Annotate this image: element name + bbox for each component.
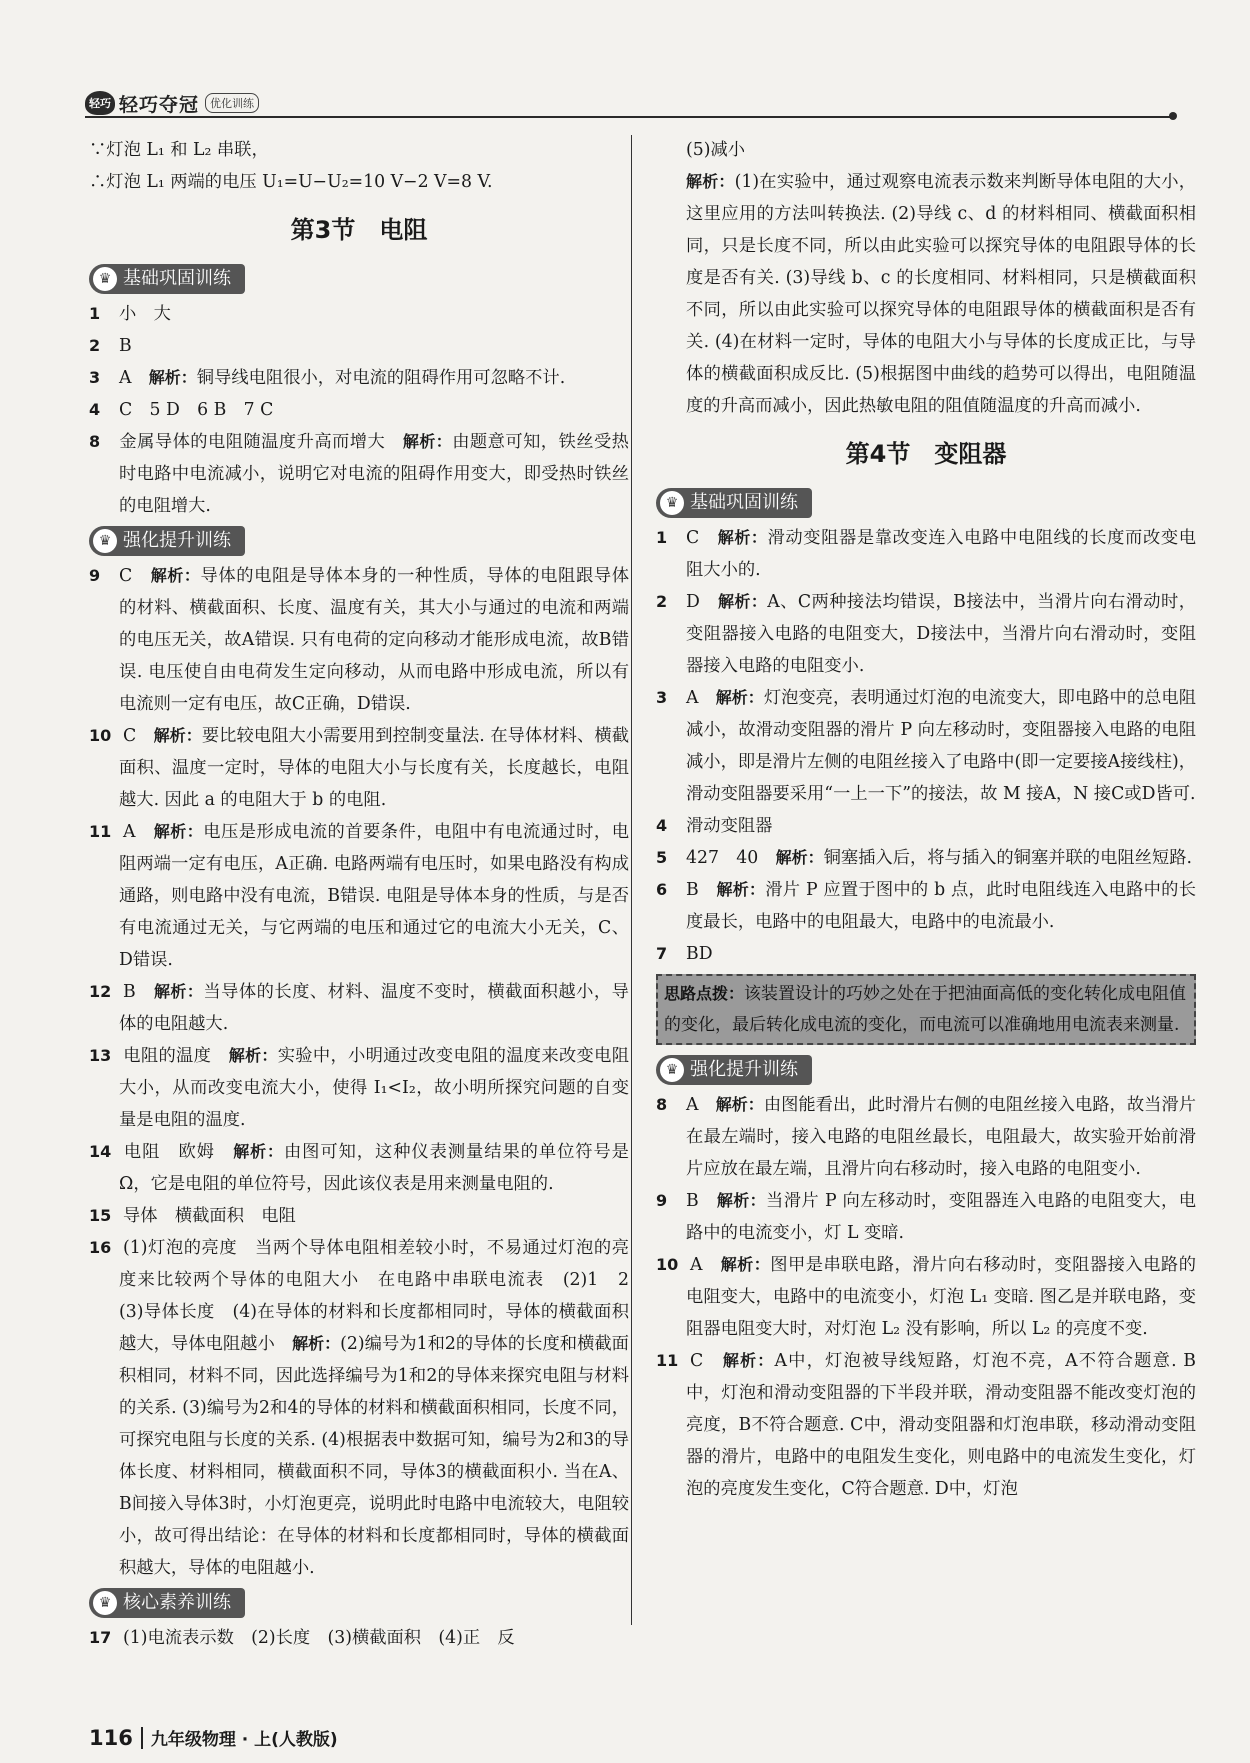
analysis-text: A中，灯泡被导线短路，灯泡不亮，A不符合题意. B中，灯泡和滑动变阻器的下半段并联，滑动变阻器不能改变灯泡的亮度，B不符合题意. C中，滑动变阻器和灯泡串联，移动滑动变阻器的滑片，电路中的电阻发生变化，则电路中的电流发生变化，灯泡的亮度发生变化，C符合题意. D中，灯泡 — [686, 1351, 1196, 1499]
answer-17 — [89, 1622, 629, 1654]
tip-text: 该装置设计的巧妙之处在于把油面高低的变化转化成电阻值的变化，最后转化成电流的变化，而电流可以准确地用电流表来测量. — [664, 984, 1187, 1035]
analysis-text: 当滑片 P 向左移动时，变阻器连入电路的电阻变大，电路中的电流变小，灯 L 变暗. — [686, 1191, 1196, 1243]
answer-17-analysis — [656, 166, 1196, 422]
answer-number: 15 — [89, 1206, 112, 1225]
answer-choice: 电阻 欧姆 — [123, 1142, 215, 1162]
logo-subtitle: 优化训练 — [205, 93, 259, 113]
analysis-label: 解析： — [722, 1351, 775, 1370]
analysis-label: 解析： — [153, 726, 202, 745]
answer-17-part-5: (5)减小 — [686, 140, 746, 160]
logo-title: 轻巧夺冠 — [119, 93, 200, 116]
answer-number: 2 — [89, 336, 101, 355]
analysis-text: 图甲是串联电路，滑片向右移动时，变阻器接入电路的电阻变大，电路中的电流变小，灯泡 L₁ 变暗. 图乙是并联电路，变阻器电阻变大时，对灯泡 L₂ 没有影响，所以 L₂ 的亮度不变. — [686, 1255, 1196, 1339]
footer — [89, 1725, 338, 1750]
tip-label: 思路点拨： — [664, 984, 745, 1003]
answer-number: 4 — [656, 816, 668, 835]
analysis-text: 当导体的长度、材料、温度不变时，横截面积越小，导体的电阻越大. — [119, 982, 629, 1034]
answer-choice: D — [686, 592, 700, 612]
answer-choice: B — [686, 1191, 699, 1211]
book-title: 九年级物理 · 上(人教版) — [150, 1730, 338, 1750]
right-column — [656, 134, 1196, 1505]
answer-4 — [89, 394, 629, 426]
answer-choice: A — [686, 688, 699, 708]
answer-text: B — [119, 336, 132, 356]
answer-choice: B — [123, 982, 136, 1002]
page-number: 116 — [89, 1726, 133, 1750]
footer-divider — [141, 1727, 143, 1749]
answer-15 — [89, 1200, 629, 1232]
answer-number: 1 — [656, 528, 668, 547]
answer-13 — [89, 1040, 629, 1136]
answer-number: 11 — [656, 1351, 679, 1370]
analysis-label: 解析： — [716, 880, 766, 899]
answer-3 — [89, 362, 629, 394]
answer-9 — [656, 1185, 1196, 1249]
answer-4 — [656, 810, 1196, 842]
intro-line-1: ∵灯泡 L₁ 和 L₂ 串联， — [89, 140, 269, 160]
answer-choice: (1)灯泡的亮度 当两个导体电阻相差较小时，不易通过灯泡的亮度来比较两个导体的电阻大小 在电路中串联电流表 (2)1 2 (3)导体长度 (4)在导体的材料和长度都相同时，导体的横截面积越大，导体电阻越小 — [119, 1238, 647, 1354]
analysis-label: 解析： — [715, 1095, 764, 1114]
analysis-text: 灯泡变亮，表明通过灯泡的电流变大，即电路中的总电阻减小，故滑动变阻器的滑片 P 向左移动时，变阻器接入电路的电阻减小，即是滑片左侧的电阻丝接入了电路中(即一定要接A接线柱)，滑动变阻器要采用“一上一下”的接法，故 M 接A，N 接C或D皆可. — [686, 688, 1196, 804]
answer-2 — [656, 586, 1196, 682]
answer-choice: A — [123, 822, 136, 842]
analysis-label: 解析： — [228, 1046, 278, 1065]
answer-12 — [89, 976, 629, 1040]
analysis-label: 解析： — [153, 822, 204, 841]
intro-line-2: ∴灯泡 L₁ 两端的电压 U₁=U−U₂=10 V−2 V=8 V. — [89, 172, 493, 192]
analysis-text: A、C两种接法均错误，B接法中，当滑片向右滑动时，变阻器接入电路的电阻变大，D接法中，当滑片向右滑动时，变阻器接入电路的电阻变小. — [686, 592, 1196, 676]
analysis-label: 解析： — [153, 982, 204, 1001]
crown-icon: ♛ — [93, 529, 117, 553]
answer-6 — [656, 874, 1196, 938]
section-title-3: 第3节 电阻 — [290, 216, 428, 244]
analysis-label: 解析： — [718, 592, 768, 611]
column-divider — [631, 135, 632, 1625]
answer-3 — [656, 682, 1196, 810]
left-column — [89, 134, 647, 1654]
answer-choice: A — [686, 1095, 699, 1115]
answer-text: 导体 横截面积 电阻 — [123, 1206, 296, 1226]
analysis-label: 解析： — [150, 566, 201, 585]
answer-text: 小 大 — [119, 304, 171, 324]
analysis-label: 解析： — [148, 368, 197, 387]
analysis-text: 铜导线电阻很小，对电流的阻碍作用可忽略不计. — [196, 368, 566, 388]
answer-number: 9 — [89, 566, 101, 585]
answer-number: 1 — [89, 304, 101, 323]
analysis-text: (1)在实验中，通过观察电流表示数来判断导体电阻的大小，这里应用的方法叫转换法. (2)导线 c、d 的材料相同、横截面积相同，只是长度不同，所以由此实验可以探究导体的电阻跟导体的长度是否有关. (3)导线 b、c 的长度相同、材料相同，只是横截面积不同，所以由此实验可以探究导体的电阻跟导体的横截面积是否有关. (4)在材料一定时，导体的电阻大小与导体的长度成正比，与导体的横截面积成反比. (5)根据图中曲线的趋势可以得出，电阻随温度的升高而减小，因此热敏电阻的阻值随温度的升高而减小. — [686, 172, 1196, 416]
answer-number: 10 — [89, 726, 112, 745]
answer-choice: 电阻的温度 — [123, 1046, 212, 1066]
header-rule — [85, 116, 1173, 118]
logo-mark-icon: 轻巧 — [85, 91, 115, 115]
answer-text: (1)电流表示数 (2)长度 (3)横截面积 (4)正 反 — [123, 1628, 515, 1648]
answer-9 — [89, 560, 629, 720]
analysis-text: 要比较电阻大小需要用到控制变量法. 在导体材料、横截面积、温度一定时，导体的电阻大小与长度有关，长度越长，电阻越大. 因此 a 的电阻大于 b 的电阻. — [119, 726, 629, 810]
answer-number: 14 — [89, 1142, 112, 1161]
answer-10 — [89, 720, 629, 816]
answer-number: 3 — [89, 368, 101, 387]
analysis-label: 解析： — [715, 688, 764, 707]
answer-number: 16 — [89, 1238, 112, 1257]
answer-choice: C — [119, 566, 133, 586]
crown-icon: ♛ — [93, 267, 117, 291]
answer-11 — [656, 1345, 1196, 1505]
analysis-text: 铜塞插入后，将与插入的铜塞并联的电阻丝短路. — [823, 848, 1192, 868]
analysis-text: 电压是形成电流的首要条件，电阻中有电流通过时，电阻两端一定有电压，A正确. 电路两端有电压时，如果电路没有构成通路，则电路中没有电流，B错误. 电阻是导体本身的性质，与是否有电流通过无关，与它两端的电压和通过它的电流大小无关，C、D错误. — [119, 822, 629, 970]
answer-text: 滑动变阻器 — [686, 816, 773, 836]
analysis-label: 解析： — [686, 172, 735, 191]
analysis-label: 解析： — [233, 1142, 284, 1161]
answer-8 — [656, 1089, 1196, 1185]
answer-number: 17 — [89, 1628, 112, 1647]
analysis-text: 实验中，小明通过改变电阻的温度来改变电阻大小，从而改变电流大小，使得 I₁<I₂，故小明所探究问题的自变量是电阻的温度. — [119, 1046, 629, 1130]
answer-number: 12 — [89, 982, 112, 1001]
answer-number: 10 — [656, 1255, 679, 1274]
logo — [85, 88, 259, 118]
header — [85, 86, 1175, 126]
answer-8 — [89, 426, 629, 522]
crown-icon: ♛ — [660, 491, 684, 515]
analysis-label: 解析： — [717, 528, 768, 547]
analysis-text: 由图可知，这种仪表测量结果的单位符号是Ω，它是电阻的单位符号，因此该仪表是用来测量电阻的. — [119, 1142, 629, 1194]
answer-number: 4 — [89, 400, 101, 419]
answer-choice: C — [686, 528, 700, 548]
crown-icon: ♛ — [93, 1591, 117, 1615]
answer-1 — [89, 298, 629, 330]
banner-label: 强化提升训练 — [690, 1059, 798, 1080]
analysis-label: 解析： — [720, 1255, 771, 1274]
answer-10 — [656, 1249, 1196, 1345]
answer-14 — [89, 1136, 629, 1200]
answer-number: 11 — [89, 822, 112, 841]
answer-number: 13 — [89, 1046, 112, 1065]
answer-number: 8 — [89, 432, 101, 451]
banner-basic — [89, 264, 245, 294]
answer-choice: 427 40 — [686, 848, 759, 868]
analysis-text: 由图能看出，此时滑片右侧的电阻丝接入电路，故当滑片在最左端时，接入电路的电阻丝最长，电阻最大，故实验开始前滑片应放在最左端，且滑片向右移动时，接入电路的电阻变小. — [686, 1095, 1196, 1179]
banner-strong — [656, 1055, 812, 1085]
answer-1 — [656, 522, 1196, 586]
answer-7 — [656, 938, 1196, 970]
analysis-text: 滑动变阻器是靠改变连入电路中电阻线的长度而改变电阻大小的. — [686, 528, 1196, 580]
crown-icon: ♛ — [660, 1058, 684, 1082]
tip-box — [656, 974, 1196, 1045]
analysis-text: 导体的电阻是导体本身的一种性质，导体的电阻跟导体的材料、横截面积、长度、温度有关，其大小与通过的电流和两端的电压无关，故A错误. 只有电荷的定向移动才能形成电流，故B错误. 电压使自由电荷发生定向移动，从而电路中形成电流，所以有电流则一定有电压，故C正确，D错误. — [119, 566, 629, 714]
answer-choice: B — [686, 880, 699, 900]
answer-text: C 5 D 6 B 7 C — [119, 400, 274, 420]
answer-16 — [89, 1232, 647, 1584]
answer-number: 8 — [656, 1095, 668, 1114]
section-title-4: 第4节 变阻器 — [845, 440, 1007, 468]
answer-number: 9 — [656, 1191, 668, 1210]
analysis-label: 解析： — [292, 1334, 341, 1353]
banner-label: 核心素养训练 — [123, 1592, 231, 1613]
answer-choice: C — [123, 726, 137, 746]
banner-label: 强化提升训练 — [123, 530, 231, 551]
answer-number: 3 — [656, 688, 668, 707]
analysis-label: 解析： — [402, 432, 453, 451]
analysis-text: (2)编号为1和2的导体的长度和横截面积相同，材料不同，因此选择编号为1和2的导体来探究电阻与材料的关系. (3)编号为2和4的导体的材料和横截面积相同，长度不同，可探究电阻与长度的关系. (4)根据表中数据可知，编号为2和3的导体长度、材料相同，横截面积不同，导体3的横截面积小. 当在A、B间接入导体3时，小灯泡更亮，说明此时电路中电流较大，电阻较小，故可得出结论：在导体的材料和长度都相同时，导体的横截面积越大，导体的电阻越小. — [119, 1334, 629, 1578]
answer-number: 7 — [656, 944, 668, 963]
analysis-label: 解析： — [775, 848, 824, 867]
answer-choice: 金属导体的电阻随温度升高而增大 — [119, 432, 386, 452]
answer-11 — [89, 816, 629, 976]
analysis-text: 滑片 P 应置于图中的 b 点，此时电阻线连入电路中的长度最长，电路中的电阻最大，电路中的电流最小. — [686, 880, 1196, 932]
answer-choice: A — [119, 368, 132, 388]
answer-text: BD — [686, 944, 713, 964]
analysis-label: 解析： — [716, 1191, 767, 1210]
banner-strong — [89, 526, 245, 556]
analysis-text: 由题意可知，铁丝受热时电路中电流减小，说明它对电流的阻碍作用变大，即受热时铁丝的电阻增大. — [119, 432, 629, 516]
banner-basic — [656, 488, 812, 518]
header-dot-icon — [1169, 112, 1177, 120]
answer-choice: A — [690, 1255, 703, 1275]
answer-number: 5 — [656, 848, 668, 867]
answer-number: 2 — [656, 592, 668, 611]
answer-2 — [89, 330, 629, 362]
answer-choice: C — [690, 1351, 704, 1371]
answer-5 — [656, 842, 1196, 874]
banner-core — [89, 1588, 245, 1618]
answer-number: 6 — [656, 880, 668, 899]
banner-label: 基础巩固训练 — [690, 492, 798, 513]
banner-label: 基础巩固训练 — [123, 268, 231, 289]
